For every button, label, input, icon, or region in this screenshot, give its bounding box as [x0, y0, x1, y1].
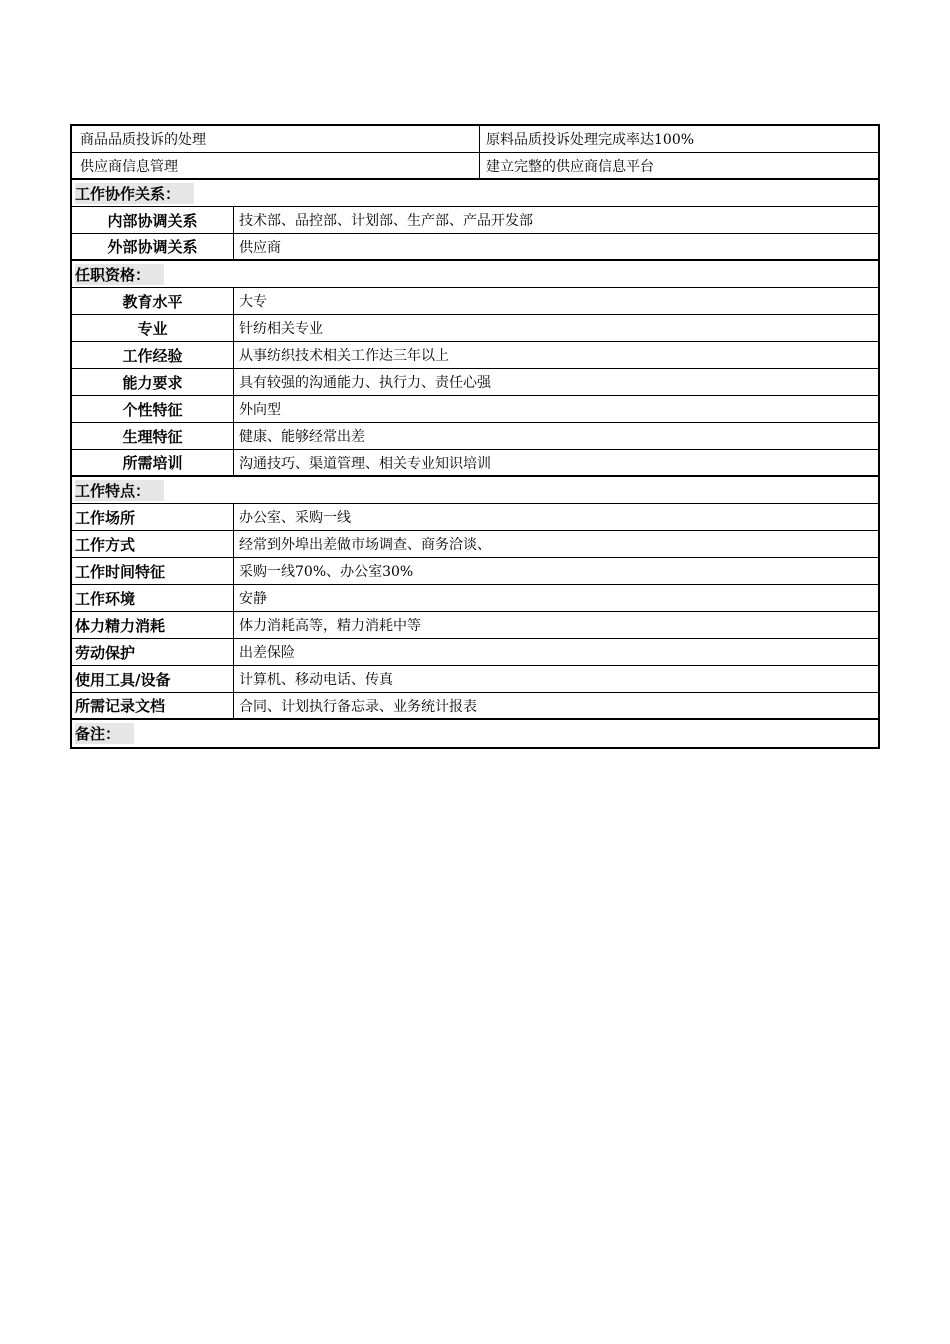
cooperation-row	[72, 207, 878, 234]
row-value: 体力消耗高等，精力消耗中等	[239, 618, 421, 634]
row-value: 外向型	[239, 402, 281, 418]
goal-row	[72, 153, 878, 180]
row-label: 使用工具/设备	[72, 666, 234, 692]
goal-item: 商品品质投诉的处理	[72, 126, 480, 152]
section-title: 工作协作关系：	[75, 183, 194, 204]
row-label: 所需记录文档	[72, 693, 234, 718]
feature-row	[72, 693, 878, 720]
row-label: 工作经验	[72, 342, 234, 368]
row-label: 工作场所	[72, 504, 234, 530]
feature-row	[72, 612, 878, 639]
row-label: 所需培训	[72, 450, 234, 475]
goal-standard: 原料品质投诉处理完成率达100%	[486, 132, 695, 148]
row-value: 计算机、移动电话、传真	[239, 672, 393, 688]
row-value: 经常到外埠出差做市场调查、商务洽谈、	[239, 537, 491, 553]
row-value: 具有较强的沟通能力、执行力、责任心强	[239, 375, 491, 391]
cooperation-row	[72, 234, 878, 261]
feature-row	[72, 585, 878, 612]
row-value: 沟通技巧、渠道管理、相关专业知识培训	[239, 455, 491, 472]
row-label: 能力要求	[72, 369, 234, 395]
row-value: 供应商	[239, 239, 281, 256]
section-header-qualifications	[72, 261, 878, 288]
qualification-row	[72, 342, 878, 369]
row-label: 工作环境	[72, 585, 234, 611]
row-value: 采购一线70%、办公室30%	[239, 564, 414, 580]
row-value: 安静	[239, 591, 267, 607]
qualification-row	[72, 288, 878, 315]
row-label: 个性特征	[72, 396, 234, 422]
row-value: 针纺相关专业	[239, 321, 323, 337]
row-label: 外部协调关系	[72, 234, 234, 259]
section-title: 任职资格：	[75, 264, 164, 285]
row-label: 工作方式	[72, 531, 234, 557]
feature-row	[72, 639, 878, 666]
row-value: 合同、计划执行备忘录、业务统计报表	[239, 698, 477, 715]
row-label: 劳动保护	[72, 639, 234, 665]
qualification-row	[72, 423, 878, 450]
qualification-row	[72, 450, 878, 477]
goal-standard: 建立完整的供应商信息平台	[486, 158, 654, 175]
row-value: 大专	[239, 294, 267, 310]
row-label: 体力精力消耗	[72, 612, 234, 638]
feature-row	[72, 504, 878, 531]
section-title: 备注：	[75, 723, 134, 744]
feature-row	[72, 531, 878, 558]
row-label: 教育水平	[72, 288, 234, 314]
section-header-cooperation	[72, 180, 878, 207]
row-value: 从事纺织技术相关工作达三年以上	[239, 348, 449, 364]
qualification-row	[72, 369, 878, 396]
row-label: 专业	[72, 315, 234, 341]
job-description-table	[70, 124, 880, 749]
goal-item: 供应商信息管理	[72, 153, 480, 178]
feature-row	[72, 666, 878, 693]
row-label: 内部协调关系	[72, 207, 234, 233]
section-header-remarks	[72, 720, 878, 747]
section-title: 工作特点：	[75, 480, 164, 501]
row-value: 技术部、品控部、计划部、生产部、产品开发部	[239, 213, 533, 229]
row-label: 工作时间特征	[72, 558, 234, 584]
section-header-features	[72, 477, 878, 504]
row-value: 办公室、采购一线	[239, 510, 351, 526]
row-value: 出差保险	[239, 645, 295, 661]
qualification-row	[72, 396, 878, 423]
feature-row	[72, 558, 878, 585]
goal-row	[72, 126, 878, 153]
row-value: 健康、能够经常出差	[239, 429, 365, 445]
row-label: 生理特征	[72, 423, 234, 449]
qualification-row	[72, 315, 878, 342]
